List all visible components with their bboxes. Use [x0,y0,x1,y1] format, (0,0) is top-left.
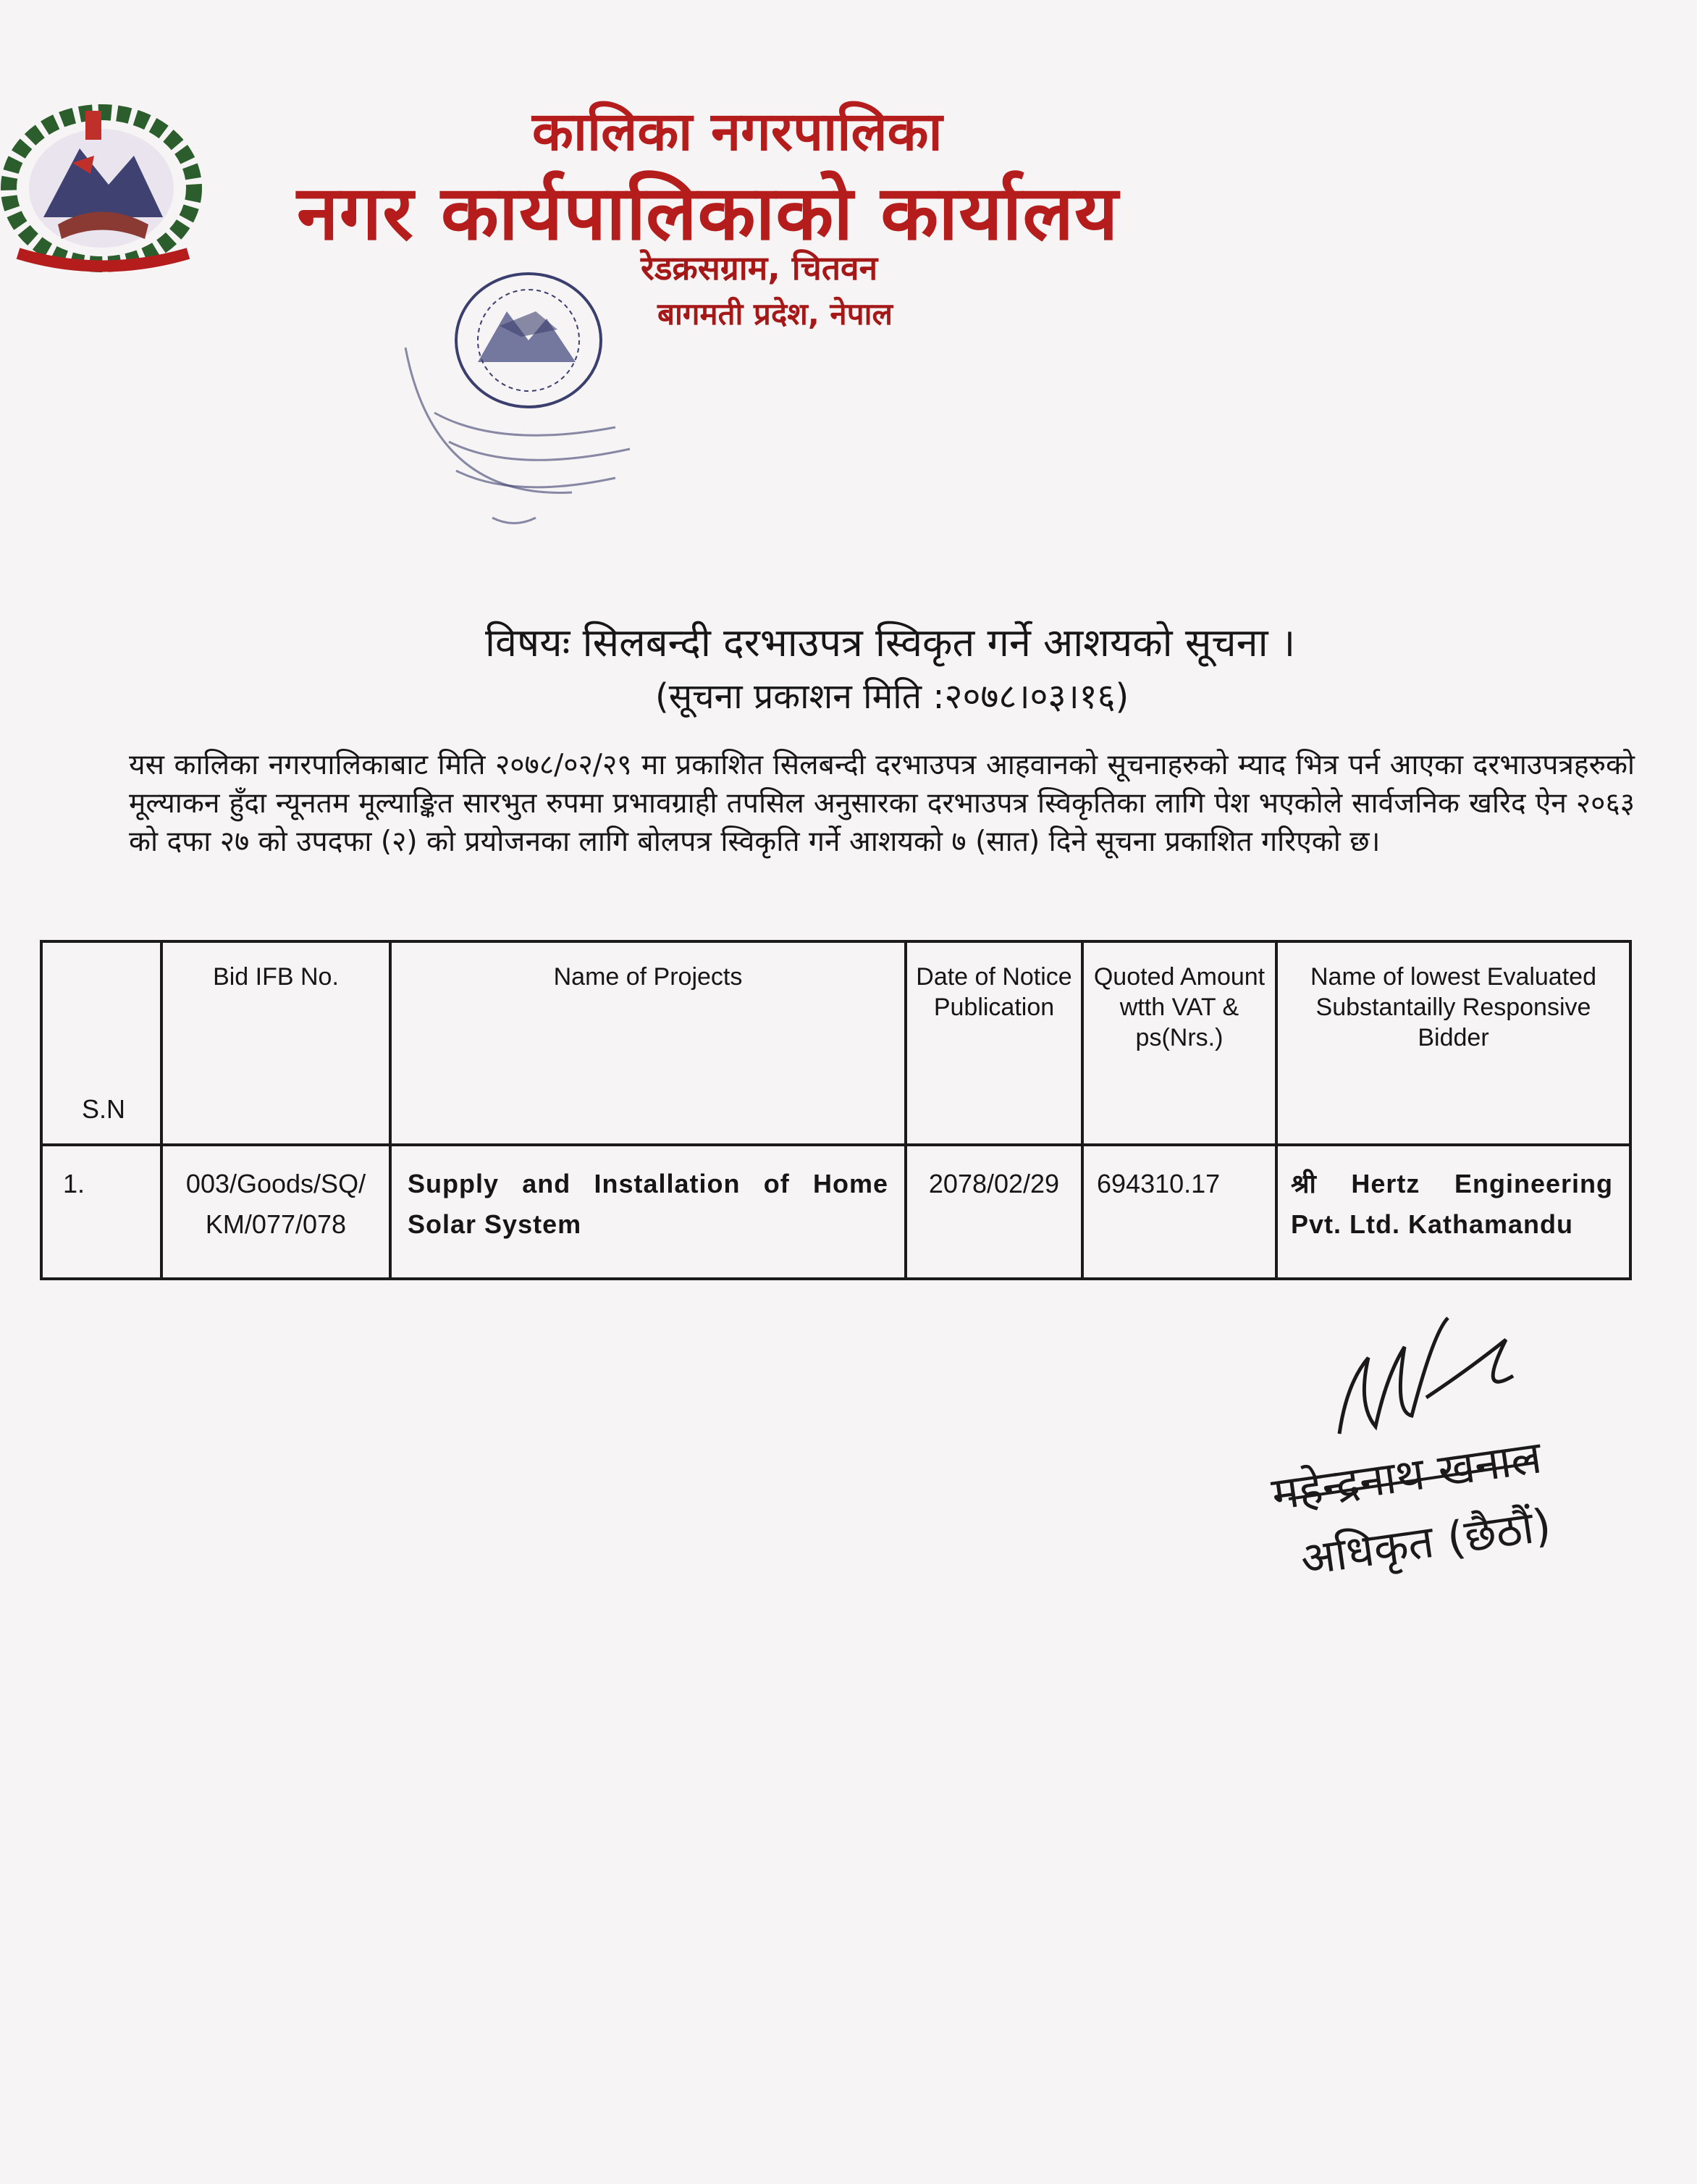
bid-table-header-row [41,941,1630,1145]
header-ifb: Bid IFB No. [161,941,390,1145]
table-row [41,1145,1630,1279]
notice-subject: विषयः सिलबन्दी दरभाउपत्र स्विकृत गर्ने आशयको सूचना । [485,620,1296,665]
row-project: Supply and Installation of Home Solar System [390,1145,906,1279]
office-province: बागमती प्रदेश, नेपाल [657,296,893,332]
officer-signature-stamp [1260,1289,1636,1608]
row-sn: 1. [41,1145,161,1279]
nepal-emblem-icon [0,98,206,275]
office-seal-stamp [391,261,666,565]
officer-title: अधिकृत (छैठौं) [1297,1498,1554,1586]
row-bidder: श्री Hertz Engineering Pvt. Ltd. Kathamandu [1276,1145,1630,1279]
header-amount: Quoted Amount wtth VAT & ps(Nrs.) [1082,941,1276,1145]
row-date: 2078/02/29 [906,1145,1082,1279]
header-date: Date of Notice Publication [906,941,1082,1145]
municipality-name: कालिका नगरपालिका [532,101,943,163]
row-ifb: 003/Goods/SQ/ KM/077/078 [161,1145,390,1279]
header-bidder: Name of lowest Evaluated Substantailly Responsive Bidder [1276,941,1630,1145]
notice-body: यस कालिका नगरपालिकाबाट मिति २०७८/०२/२९ मा प्रकाशित सिलबन्दी दरभाउपत्र आहवानको सूचनाहरुको म्याद भित्र पर्न आएका दरभाउपत्रहरुको मूल्याकन हुँदा न्यूनतम मूल्याङ्कित सारभुत रुपमा प्रभावग्राही तपसिल अनुसारका दरभाउपत्र स्विकृतिका लागि पेश भएकोले सार्वजनिक खरिद ऐन २०६३ को दफा २७ को उपदफा (२) को प्रयोजनका लागि बोलपत्र स्विकृति गर्ने आशयको ७ (सात) दिने सूचना प्रकाशित गरिएको छ। [129,749,1635,858]
bid-table [40,940,1632,1280]
office-address: रेडक्रसग्राम, चितवन [641,248,878,287]
header-sn: S.N [41,941,161,1145]
office-name: नगर कार्यपालिकाको कार्यालय [297,169,1119,257]
row-amount: 694310.17 [1082,1145,1276,1279]
notice-publication-date: (सूचना प्रकाशन मिति :२०७८।०३।१६) [655,676,1129,717]
header-project: Name of Projects [390,941,906,1145]
officer-name: महेन्द्रनाथ खनाल [1268,1430,1545,1521]
